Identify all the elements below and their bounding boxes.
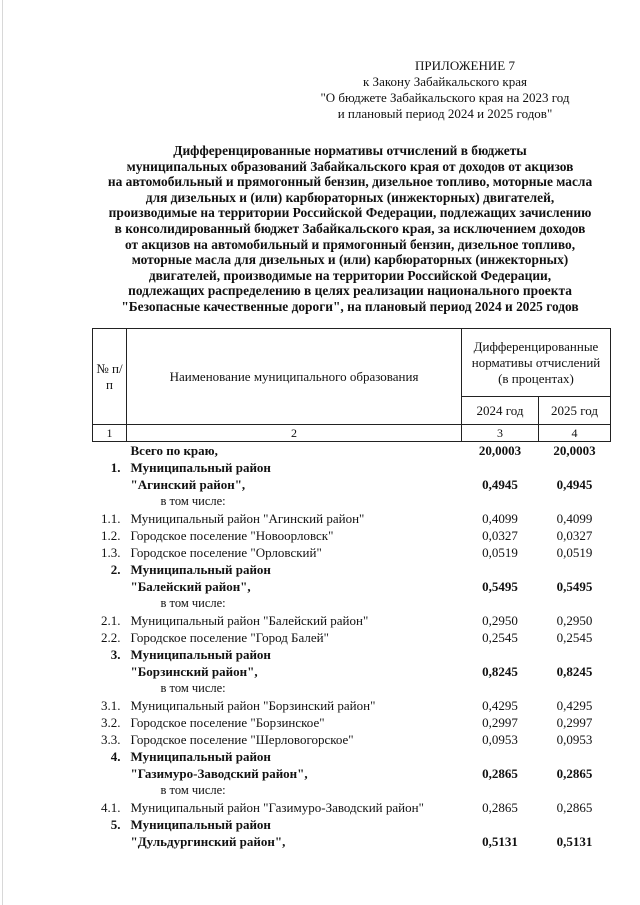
district-2025: 0,2865 xyxy=(556,766,593,781)
item-2024: 0,2865 xyxy=(482,800,518,815)
title-line: двигателей, производимые на территории Российской Федерации, xyxy=(148,267,552,283)
district-type: Муниципальный район xyxy=(130,460,271,475)
title-line: моторные масла для дизельных и (или) карбюраторных (инжекторных) xyxy=(131,252,569,268)
district-name: "Балейский район", xyxy=(130,579,251,594)
column-number: 3 xyxy=(462,425,539,442)
item-2025: 0,2997 xyxy=(556,715,593,730)
item-num: 4.1. xyxy=(101,800,121,815)
item-2024: 0,2950 xyxy=(482,613,518,628)
item-num: 3.1. xyxy=(101,698,121,713)
item-2025: 0,0327 xyxy=(556,528,593,543)
title-line: производимые на территории Российской Федерации, подлежащих зачислению xyxy=(108,205,592,221)
district-2024: 0,8245 xyxy=(482,664,518,679)
column-number: 2 xyxy=(127,425,462,442)
district-name-row xyxy=(93,476,611,493)
header-year-2024: 2024 год xyxy=(462,397,539,425)
item-num: 1.3. xyxy=(101,545,121,560)
item-2024: 0,4295 xyxy=(482,698,518,713)
empty-cell xyxy=(462,459,539,476)
item-2024: 0,2997 xyxy=(482,715,518,730)
header-name: Наименование муниципального образования xyxy=(127,329,462,425)
including-label: в том числе: xyxy=(160,494,226,508)
item-num: 1.2. xyxy=(101,528,121,543)
title-line: от акцизов на автомобильный и прямогонный бензин, дизельное топливо, xyxy=(124,236,576,252)
district-name: "Агинский район", xyxy=(130,477,246,492)
item-name: Городское поселение "Борзинское" xyxy=(130,715,325,730)
item-num: 3.3. xyxy=(101,732,121,747)
empty-cell xyxy=(462,782,539,799)
table-row xyxy=(93,510,611,527)
total-2025: 20,0003 xyxy=(553,443,596,458)
item-name: Муниципальный район "Агинский район" xyxy=(130,511,365,526)
title-line: в консолидированный бюджет Забайкальского края, за исключением доходов xyxy=(114,220,586,236)
district-row xyxy=(93,459,611,476)
appendix-law-ref: к Закону Забайкальского края xyxy=(362,74,527,89)
appendix-law-period: и плановый период 2024 и 2025 годов" xyxy=(337,106,553,121)
row-num-empty xyxy=(93,442,127,460)
table-row xyxy=(93,544,611,561)
item-num: 2.2. xyxy=(101,630,121,645)
item-num: 2.1. xyxy=(101,613,121,628)
empty-cell xyxy=(93,476,127,493)
item-name: Городское поселение "Новоорловск" xyxy=(130,528,334,543)
district-name: "Газимуро-Заводский район", xyxy=(130,766,308,781)
district-num: 1. xyxy=(110,460,121,475)
empty-cell xyxy=(462,595,539,612)
table-row xyxy=(93,799,611,816)
empty-cell xyxy=(539,816,611,833)
district-type: Муниципальный район xyxy=(130,749,271,764)
header-num: № п/п xyxy=(93,329,127,425)
empty-cell xyxy=(539,680,611,697)
district-num: 5. xyxy=(110,817,121,832)
item-2025: 0,4099 xyxy=(556,511,593,526)
page-edge-line xyxy=(2,0,3,905)
item-2025: 0,2545 xyxy=(556,630,593,645)
district-2024: 0,2865 xyxy=(482,766,518,781)
empty-cell xyxy=(539,782,611,799)
item-2025: 0,4295 xyxy=(556,698,593,713)
item-num: 3.2. xyxy=(101,715,121,730)
district-name-row xyxy=(93,833,611,850)
title-line: муниципальных образований Забайкальского края от доходов от акцизов xyxy=(126,158,574,174)
district-2025: 0,8245 xyxy=(556,664,593,679)
item-name: Муниципальный район "Борзинский район" xyxy=(130,698,376,713)
empty-cell xyxy=(539,493,611,510)
empty-cell xyxy=(539,459,611,476)
item-2025: 0,0953 xyxy=(556,732,593,747)
norms-table xyxy=(92,328,611,850)
header-year-2025: 2025 год xyxy=(539,397,611,425)
item-2025: 0,2865 xyxy=(556,800,593,815)
item-name: Городское поселение "Город Балей" xyxy=(130,630,329,645)
empty-cell xyxy=(462,646,539,663)
total-2024: 20,0003 xyxy=(478,443,522,458)
empty-cell xyxy=(539,748,611,765)
empty-cell xyxy=(462,680,539,697)
total-label: Всего по краю, xyxy=(130,443,218,458)
table-row xyxy=(93,731,611,748)
district-name-row xyxy=(93,765,611,782)
empty-cell xyxy=(462,493,539,510)
district-2024: 0,5131 xyxy=(482,834,518,849)
item-2025: 0,2950 xyxy=(556,613,593,628)
district-2024: 0,5495 xyxy=(482,579,518,594)
district-2025: 0,5495 xyxy=(556,579,593,594)
district-type: Муниципальный район xyxy=(130,817,271,832)
including-row xyxy=(93,782,611,799)
title-line: Дифференцированные нормативы отчислений в бюджеты xyxy=(173,143,527,158)
empty-cell xyxy=(93,595,127,612)
item-2024: 0,4099 xyxy=(482,511,518,526)
table-row xyxy=(93,612,611,629)
title-line: для дизельных и (или) карбюраторных (инжекторных) двигателей, xyxy=(145,189,555,205)
empty-cell xyxy=(539,595,611,612)
including-label: в том числе: xyxy=(160,681,226,695)
including-row xyxy=(93,595,611,612)
empty-cell xyxy=(462,816,539,833)
total-row xyxy=(93,442,611,460)
header-norms: Дифференцированные нормативы отчислений (в процентах) xyxy=(462,329,611,397)
item-2024: 0,0327 xyxy=(482,528,518,543)
table-row xyxy=(93,714,611,731)
item-2025: 0,0519 xyxy=(556,545,593,560)
district-2025: 0,5131 xyxy=(556,834,593,849)
item-name: Муниципальный район "Газимуро-Заводский район" xyxy=(130,800,424,815)
district-name-row xyxy=(93,663,611,680)
item-name: Городское поселение "Орловский" xyxy=(130,545,322,560)
document-title xyxy=(80,143,620,315)
empty-cell xyxy=(93,493,127,510)
empty-cell xyxy=(539,646,611,663)
title-line: "Безопасные качественные дороги", на плановый период 2024 и 2025 годов xyxy=(121,298,579,314)
including-row xyxy=(93,493,611,510)
district-2024: 0,4945 xyxy=(482,477,518,492)
district-name-row xyxy=(93,578,611,595)
district-row xyxy=(93,646,611,663)
table-row xyxy=(93,527,611,544)
district-row xyxy=(93,816,611,833)
district-row xyxy=(93,561,611,578)
appendix-header xyxy=(300,58,590,122)
title-line: подлежащих распределению в целях реализации национального проекта xyxy=(128,283,572,299)
empty-cell xyxy=(462,748,539,765)
appendix-law-title: "О бюджете Забайкальского края на 2023 год xyxy=(320,90,570,105)
including-label: в том числе: xyxy=(160,596,226,610)
title-line: на автомобильный и прямогонный бензин, дизельное топливо, моторные масла xyxy=(107,174,593,190)
item-num: 1.1. xyxy=(101,511,121,526)
empty-cell xyxy=(93,578,127,595)
empty-cell xyxy=(93,833,127,850)
item-name: Муниципальный район "Балейский район" xyxy=(130,613,369,628)
district-row xyxy=(93,748,611,765)
empty-cell xyxy=(462,561,539,578)
district-type: Муниципальный район xyxy=(130,562,271,577)
district-name: "Борзинский район", xyxy=(130,664,258,679)
empty-cell xyxy=(539,561,611,578)
table-row xyxy=(93,629,611,646)
district-name: "Дульдургинский район", xyxy=(130,834,286,849)
empty-cell xyxy=(93,782,127,799)
item-2024: 0,0519 xyxy=(482,545,518,560)
column-number: 4 xyxy=(539,425,611,442)
including-label: в том числе: xyxy=(160,783,226,797)
appendix-label: ПРИЛОЖЕНИЕ 7 xyxy=(415,58,515,73)
including-row xyxy=(93,680,611,697)
item-name: Городское поселение "Шерловогорское" xyxy=(130,732,354,747)
empty-cell xyxy=(93,680,127,697)
column-number: 1 xyxy=(93,425,127,442)
district-num: 4. xyxy=(110,749,121,764)
empty-cell xyxy=(93,663,127,680)
district-2025: 0,4945 xyxy=(556,477,593,492)
item-2024: 0,0953 xyxy=(482,732,518,747)
empty-cell xyxy=(93,765,127,782)
district-num: 2. xyxy=(110,562,121,577)
district-type: Муниципальный район xyxy=(130,647,271,662)
district-num: 3. xyxy=(110,647,121,662)
table-row xyxy=(93,697,611,714)
item-2024: 0,2545 xyxy=(482,630,518,645)
